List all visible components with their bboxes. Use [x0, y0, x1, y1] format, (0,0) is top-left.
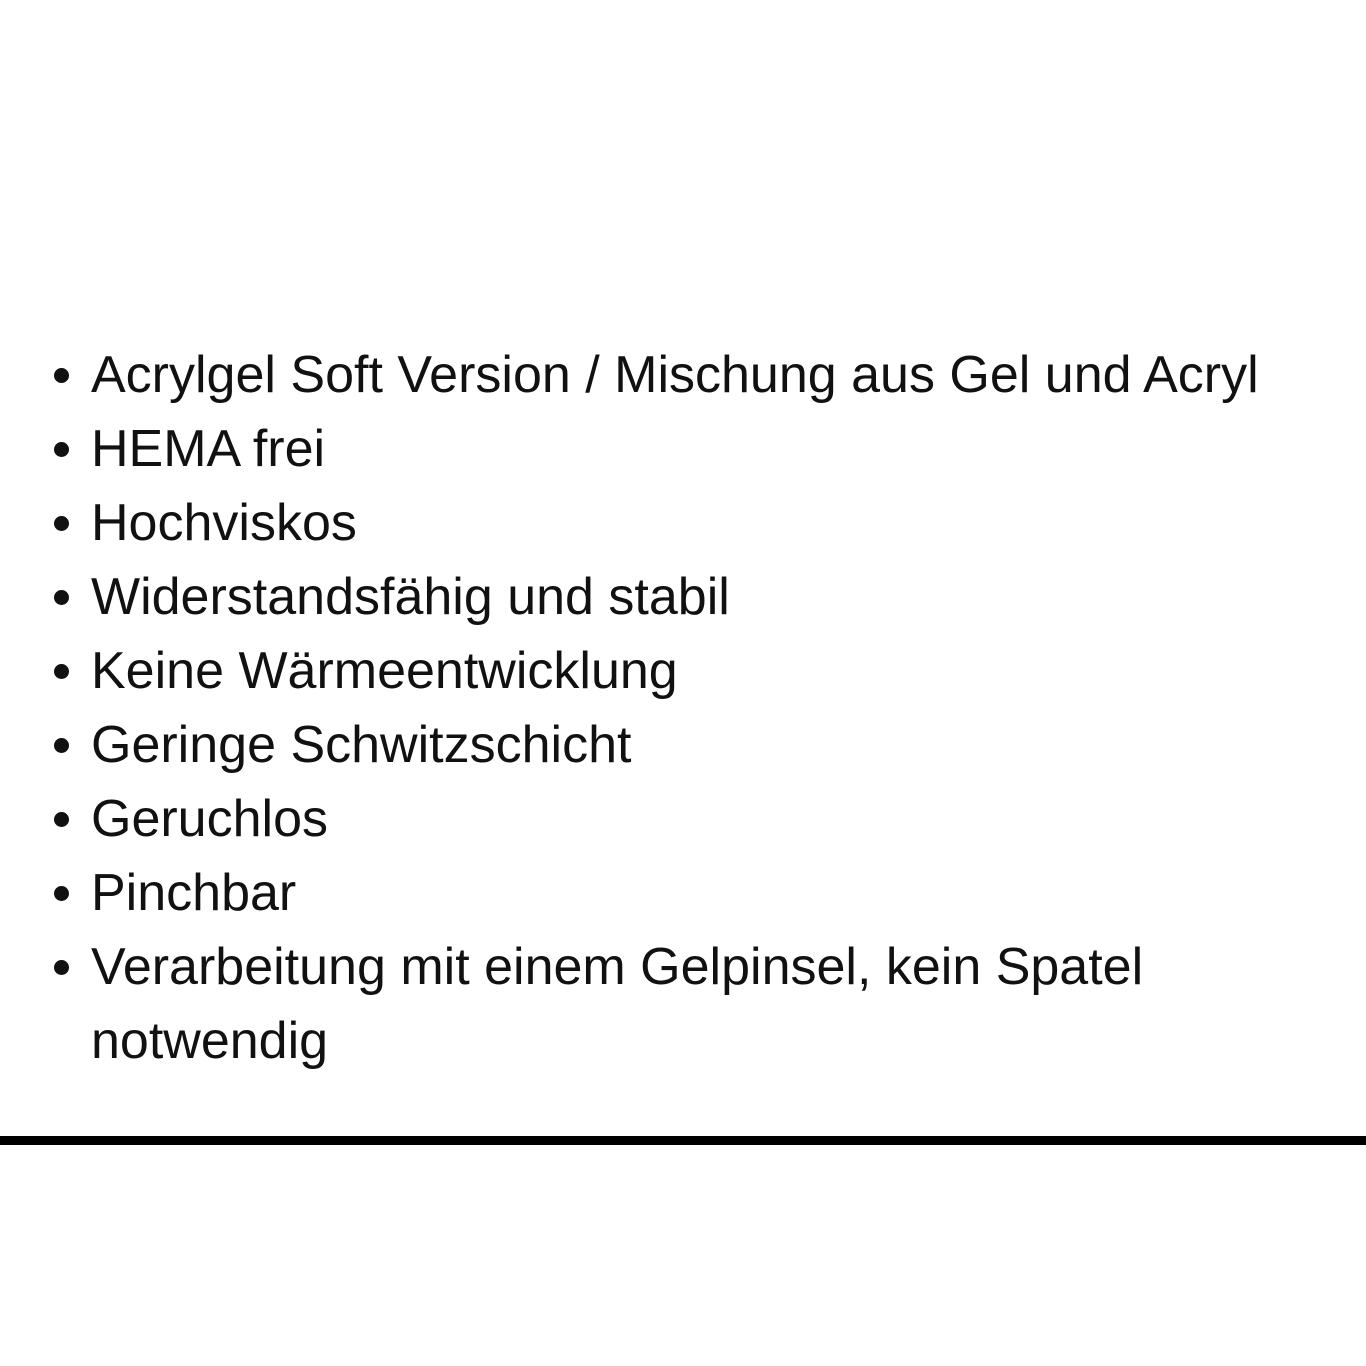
bullet-icon [54, 516, 69, 531]
feature-item [91, 486, 1331, 560]
feature-text: Widerstandsfähig und stabil [91, 568, 730, 626]
bullet-icon [54, 664, 69, 679]
feature-item [91, 338, 1331, 412]
horizontal-divider [0, 1136, 1366, 1145]
feature-text: HEMA frei [91, 420, 326, 478]
bullet-icon [54, 812, 69, 827]
bullet-icon [54, 886, 69, 901]
feature-item [91, 412, 1331, 486]
feature-item [91, 856, 1331, 930]
feature-list [91, 338, 1331, 1078]
bullet-icon [54, 590, 69, 605]
feature-text: Keine Wärmeentwicklung [91, 642, 678, 700]
feature-text: Geruchlos [91, 790, 328, 848]
feature-item [91, 930, 1331, 1078]
bullet-icon [54, 442, 69, 457]
bullet-icon [54, 960, 69, 975]
feature-text: Verarbeitung mit einem Gelpinsel, kein Spatel notwendig [91, 938, 1144, 1070]
feature-item [91, 708, 1331, 782]
bullet-icon [54, 368, 69, 383]
feature-text: Geringe Schwitzschicht [91, 716, 632, 774]
bullet-icon [54, 738, 69, 753]
feature-item [91, 782, 1331, 856]
feature-item [91, 560, 1331, 634]
feature-text: Hochviskos [91, 494, 357, 552]
feature-item [91, 634, 1331, 708]
feature-text: Pinchbar [91, 864, 297, 922]
feature-text: Acrylgel Soft Version / Mischung aus Gel und Acryl [91, 346, 1259, 404]
